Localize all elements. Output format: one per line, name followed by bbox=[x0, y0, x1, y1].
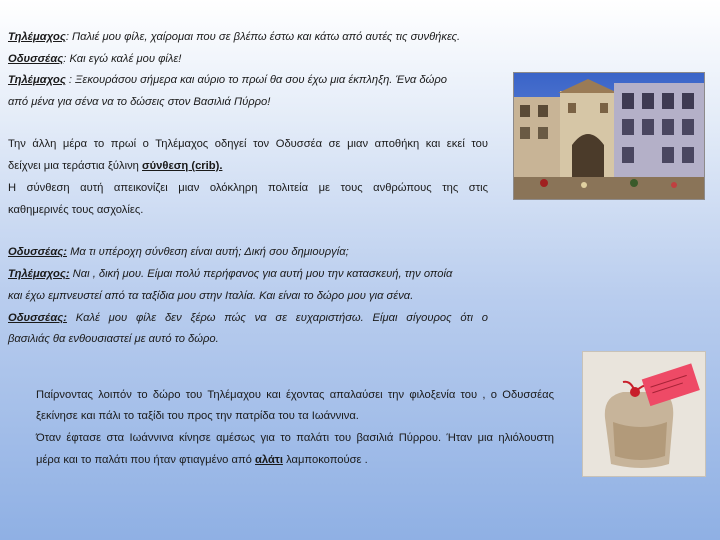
narrative-text: λαμποκοπούσε . bbox=[282, 454, 368, 466]
narrative2-line-2 bbox=[36, 409, 359, 423]
narrative-line-1 bbox=[8, 137, 488, 151]
narrative2-line-4 bbox=[36, 453, 368, 467]
crib-link[interactable]: σύνθεση (crib). bbox=[142, 160, 223, 172]
salt-link[interactable]: αλάτι bbox=[255, 454, 283, 466]
gift-bag-photo bbox=[582, 351, 706, 477]
speaker-telemachus: Τηλέμαχος: bbox=[8, 268, 70, 280]
dialogue-line-1 bbox=[8, 30, 460, 44]
dialogue-line-3 bbox=[8, 73, 447, 87]
narrative-text: δείχνει μια τεράστια ξύλινη bbox=[8, 160, 143, 172]
narrative-text: ξεκίνησε και πάλι το ταξίδι του προς την πατρίδα του τα Ιωάννινα. bbox=[36, 410, 359, 422]
narrative-text: μέρα και το παλάτι που ήταν φτιαγμένο από bbox=[36, 454, 256, 466]
speaker-odysseus: Οδυσσέας: bbox=[8, 246, 67, 258]
dialogue-text: Ναι , δική μου. Είμαι πολύ περήφανος για αυτή μου την κατασκευή, την οποία bbox=[69, 268, 453, 280]
speaker-telemachus: Τηλέμαχος bbox=[8, 31, 66, 43]
dialogue-text: : Ξεκουράσου σήμερα και αύριο το πρωί θα σου έχω μια έκπληξη. Ένα δώρο bbox=[65, 74, 447, 86]
speaker-odysseus: Οδυσσέας: bbox=[8, 312, 67, 324]
narrative-text: καθημερινές τους ασχολίες. bbox=[8, 204, 144, 216]
narrative-text: Όταν έφτασε στα Ιωάννινα κίνησε αμέσως για το παλάτι του βασιλιά Πύρρου. Ήταν μια ηλιόλουστη bbox=[36, 432, 554, 444]
narrative-text: Παίρνοντας λοιπόν το δώρο του Τηλέμαχου και έχοντας απαλαύσει την φιλοξενία του , ο Οδυσσέας bbox=[36, 389, 554, 401]
dialogue2-line-1 bbox=[8, 245, 349, 259]
narrative2-line-3 bbox=[36, 431, 554, 445]
speaker-odysseus: Οδυσσέας bbox=[8, 53, 64, 65]
dialogue-text: και έχω εμπνευστεί από τα ταξίδια μου στην Ιταλία. Και είναι το δώρο μου για σένα. bbox=[8, 290, 414, 302]
narrative-line-4 bbox=[8, 203, 143, 217]
dialogue-text: από μένα για σένα να το δώσεις στον Βασιλιά Πύρρο! bbox=[8, 96, 271, 108]
dialogue-text: βασιλιάς θα ενθουσιαστεί με αυτό το δώρο. bbox=[8, 333, 219, 345]
dialogue-line-2 bbox=[8, 52, 181, 66]
dialogue-text: Καλέ μου φίλε δεν ξέρω πώς να σε ευχαριστήσω. Είμαι σίγουρος ότι ο bbox=[66, 312, 488, 324]
narrative-text: Την άλλη μέρα το πρωί ο Τηλέμαχος οδηγεί τον Οδυσσέα σε μιαν αποθήκη και εκεί του bbox=[8, 138, 488, 150]
crib-village-photo bbox=[513, 72, 705, 200]
dialogue2-line-2 bbox=[8, 267, 452, 281]
dialogue-line-4 bbox=[8, 95, 270, 109]
dialogue2-line-5 bbox=[8, 332, 219, 346]
dialogue-text: : Και εγώ καλέ μου φίλε! bbox=[63, 53, 182, 65]
dialogue2-line-4 bbox=[8, 311, 488, 325]
dialogue-text: Μα τι υπέροχη σύνθεση είναι αυτή; Δική σου δημιουργία; bbox=[66, 246, 349, 258]
narrative-line-2 bbox=[8, 159, 222, 173]
narrative-text: Η σύνθεση αυτή απεικονίζει μιαν ολόκληρη πολιτεία με τους ανθρώπους της στις bbox=[8, 182, 488, 194]
speaker-telemachus: Τηλέμαχος bbox=[8, 74, 66, 86]
dialogue-text: : Παλιέ μου φίλε, χαίρομαι που σε βλέπω έστω και κάτω από αυτές τις συνθήκες. bbox=[65, 31, 461, 43]
dialogue2-line-3 bbox=[8, 289, 413, 303]
narrative2-line-1 bbox=[36, 388, 554, 402]
narrative-line-3 bbox=[8, 181, 488, 195]
